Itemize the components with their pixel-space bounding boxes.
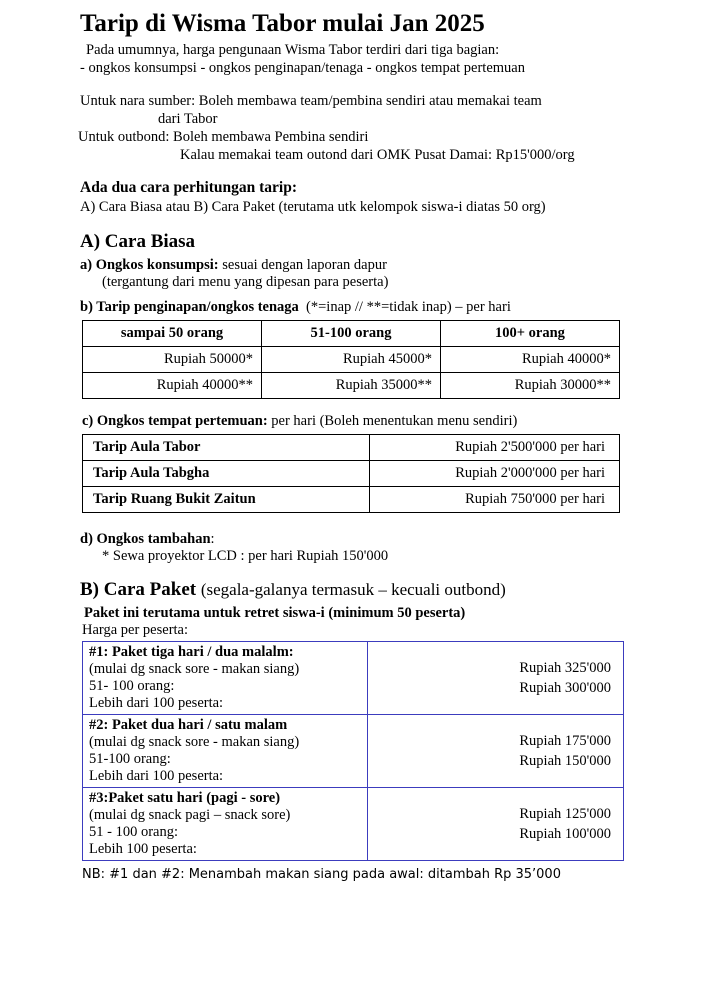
ongkos-konsumpsi-value: sesuai dengan laporan dapur: [218, 257, 387, 273]
ongkos-konsumpsi-label: [80, 257, 640, 274]
table-cell: Tarip Ruang Bukit Zaitun: [83, 487, 370, 513]
ongkos-tambahan-label: [80, 531, 640, 548]
paket-2-line3: 51-100 orang:: [89, 751, 171, 767]
table-row: [83, 642, 624, 715]
table-cell: Rupiah 40000**: [83, 373, 262, 399]
perhitungan-heading: Ada dua cara perhitungan tarip:: [80, 179, 298, 196]
section-b-heading: [80, 579, 640, 601]
outbond-line-1: Untuk outbond: Boleh membawa Pembina sendiri: [78, 129, 369, 145]
paket-1-title: #1: Paket tiga hari / dua malalm:: [89, 644, 294, 660]
table-cell: Rupiah 2'000'000 per hari: [370, 461, 620, 487]
table-tarip-penginapan: [82, 320, 620, 399]
narasumber-line-1: Untuk nara sumber: Boleh membawa team/pembina sendiri atau memakai team: [80, 93, 542, 109]
tarip-penginapan-label: [80, 299, 640, 316]
ongkos-tempat-label: [82, 413, 640, 430]
paket-2-prices: [368, 715, 624, 788]
table-row: [83, 461, 620, 487]
paket-3-details: [83, 788, 368, 861]
table-cell: Rupiah 45000*: [262, 347, 441, 373]
table-cell: Rupiah 50000*: [83, 347, 262, 373]
table-row: [83, 487, 620, 513]
paket-1-line2: (mulai dg snack sore - makan siang): [89, 661, 300, 677]
table-cell: Tarip Aula Tabor: [83, 435, 370, 461]
paket-2-details: [83, 715, 368, 788]
table-row: [83, 435, 620, 461]
ongkos-tempat-note: per hari (Boleh menentukan menu sendiri): [267, 413, 518, 429]
section-b-heading-normal: (segala-galanya termasuk – kecuali outbond): [200, 580, 506, 599]
note-nb: NB: #1 dan #2: Menambah makan siang pada awal: ditambah Rp 35’000: [82, 867, 561, 882]
table-cell: Rupiah 750'000 per hari: [370, 487, 620, 513]
table-cell: Rupiah 40000*: [441, 347, 620, 373]
paket-1-prices: [368, 642, 624, 715]
table-row: [83, 373, 620, 399]
harga-per-peserta-label: Harga per peserta:: [82, 622, 189, 638]
ongkos-tambahan-colon: :: [210, 531, 215, 547]
paket-3-prices: [368, 788, 624, 861]
document-content: [80, 10, 640, 882]
paket-3-title: #3:Paket satu hari (pagi - sore): [89, 790, 281, 806]
table-row: [83, 321, 620, 347]
paket-2-price-1: Rupiah 175'000: [519, 733, 611, 749]
table-cell: Tarip Aula Tabgha: [83, 461, 370, 487]
paket-1-price-2: Rupiah 300'000: [519, 680, 611, 696]
ongkos-tambahan-item: * Sewa proyektor LCD : per hari Rupiah 150'000: [102, 548, 389, 564]
intro-line-2: - ongkos konsumpsi - ongkos penginapan/tenaga - ongkos tempat pertemuan: [80, 60, 525, 76]
table-header-cell: sampai 50 orang: [83, 321, 262, 347]
page-title: Tarip di Wisma Tabor mulai Jan 2025: [80, 10, 485, 37]
ongkos-tempat-bold: c) Ongkos tempat pertemuan:: [82, 413, 268, 429]
table-paket: [82, 641, 624, 861]
table-row: [83, 715, 624, 788]
table-cell: Rupiah 30000**: [441, 373, 620, 399]
ongkos-konsumpsi-bold: a) Ongkos konsumpsi:: [80, 257, 219, 273]
paket-3-line3: 51 - 100 orang:: [89, 824, 178, 840]
paket-1-details: [83, 642, 368, 715]
paket-1-price-1: Rupiah 325'000: [519, 660, 611, 676]
paket-3-price-2: Rupiah 100'000: [519, 826, 611, 842]
intro-line-1: Pada umumnya, harga pengunaan Wisma Tabor terdiri dari tiga bagian:: [86, 42, 500, 58]
table-header-cell: 100+ orang: [441, 321, 620, 347]
table-row: [83, 788, 624, 861]
paket-1-line4: Lebih dari 100 peserta:: [89, 695, 224, 711]
table-cell: Rupiah 2'500'000 per hari: [370, 435, 620, 461]
ongkos-konsumpsi-note: (tergantung dari menu yang dipesan para peserta): [102, 274, 389, 290]
ongkos-tambahan-bold: d) Ongkos tambahan: [80, 531, 211, 547]
tarip-penginapan-bold: b) Tarip penginapan/ongkos tenaga: [80, 299, 299, 315]
narasumber-line-2: dari Tabor: [158, 111, 218, 127]
paket-3-line2: (mulai dg snack pagi – snack sore): [89, 807, 291, 823]
outbond-line-2: Kalau memakai team outond dari OMK Pusat Damai: Rp15'000/org: [180, 147, 575, 163]
section-b-subheading: Paket ini terutama untuk retret siswa-i (minimum 50 peserta): [84, 605, 466, 621]
paket-2-line2: (mulai dg snack sore - makan siang): [89, 734, 300, 750]
perhitungan-options: A) Cara Biasa atau B) Cara Paket (terutama utk kelompok siswa-i diatas 50 org): [80, 199, 546, 215]
section-b-heading-bold: B) Cara Paket: [80, 579, 201, 600]
paket-2-price-2: Rupiah 150'000: [519, 753, 611, 769]
section-a-heading: A) Cara Biasa: [80, 231, 196, 252]
table-cell: Rupiah 35000**: [262, 373, 441, 399]
table-tempat-pertemuan: [82, 434, 620, 513]
table-header-cell: 51-100 orang: [262, 321, 441, 347]
paket-2-line4: Lebih dari 100 peserta:: [89, 768, 224, 784]
tarip-penginapan-note: (*=inap // **=tidak inap) – per hari: [306, 299, 511, 315]
table-row: [83, 347, 620, 373]
paket-1-line3: 51- 100 orang:: [89, 678, 175, 694]
paket-2-title: #2: Paket dua hari / satu malam: [89, 717, 288, 733]
paket-3-price-1: Rupiah 125'000: [519, 806, 611, 822]
paket-3-line4: Lebih 100 peserta:: [89, 841, 197, 857]
